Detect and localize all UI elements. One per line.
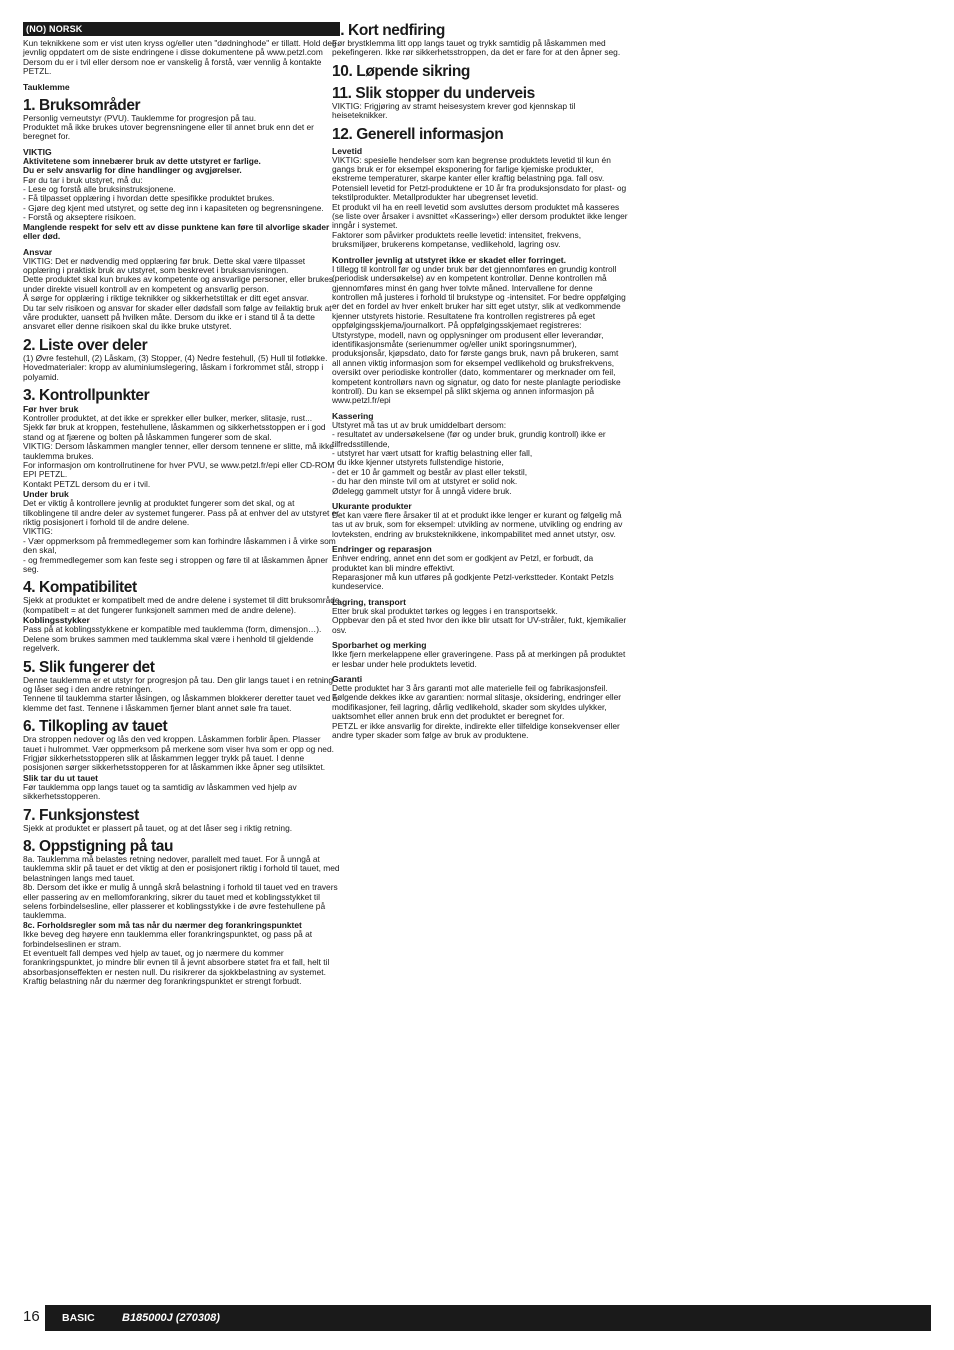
paragraph: Ødelegg gammelt utstyr for å unngå videre bruk. [332,485,512,496]
section-heading: 9. Kort nedfiring [332,22,445,39]
paragraph: Kontroller produktet, at det ikke er sprekker eller bulker, merker, slitasje, rust... [23,412,313,423]
paragraph: - du ikke kjenner utstyrets fullstendige historie, [332,457,504,468]
paragraph: VIKTIG: Det er nødvendig med opplæring før bruk. Dette skal være tilpasset opplæring i praktisk bruk av utstyret, som beskrevet i bruksanvisningen. [23,255,306,275]
section-heading: 8. Oppstigning på tau [23,837,174,855]
paragraph: Du tar selv risikoen og ansvar for skader eller dødsfall som følge av feilaktig bruk at våre produkter, uansett på hvilken måte. Dersom du ikke er i stand til å ta dette ansvaret eller denne risikoen skal du ikke bruke utstyret. [23,302,332,332]
paragraph: Det kan være flere årsaker til at et produkt ikke lenger er kurant og følgelig må tas ut av bruk, som for eksempel: utvikling av normene, utvikling og endring av lovteksten, endring av bruksteknikkene, inkompabilitet med annet utstyr, osv. [332,510,623,539]
paragraph: - Gjøre deg kjent med utstyret, og sette deg inn i kapasiteten og begrensningene. [23,202,324,213]
subsection-heading: Lagring, transport [332,596,407,607]
paragraph: Sjekk at produktet er kompatibelt med de andre delene i systemet til ditt bruksområde (kompatibelt = at det fungerer funksjonelt sammen med de andre delene). [23,595,340,615]
paragraph: Personlig verneutstyr (PVU). Tauklemme for progresjon på tau. [23,112,257,123]
paragraph: Dette produktet skal kun brukes av kompetente og ansvarlige personer, eller brukes under direkte visuell kontroll av en kompetent og ansvarlig person. [23,274,334,294]
paragraph: 8b. Dersom det ikke er mulig å unngå skrå belastning i forhold til tauet ved en travers eller passering av en mellomforankring, sikrer du tauet med et koblingsstykket til selens forbindelsesline, eller plasserer et koblingsstykke i de øvre festehullene på tauklemma. [23,882,338,921]
section-heading: 3. Kontrollpunkter [23,386,150,404]
paragraph: Ikke fjern merkelappene eller graveringene. Pass på at merkingen på produktet er lesbar under hele produktets levetid. [332,649,626,669]
subsection-heading: Koblingsstykker [23,615,90,626]
right-column-content [332,22,628,740]
paragraph: Før brystklemma litt opp langs tauet og trykk samtidig på låskammen med pekefingeren. Ikke rør sikkerhetsstroppen, da det er fare for at den åpner seg. [332,38,621,58]
section-heading: 11. Slik stopper du underveis [332,84,535,102]
paragraph: Utstyret må tas ut av bruk umiddelbart dersom: [332,419,507,430]
paragraph: Ikke beveg deg høyere enn tauklemma eller forankringspunktet, og pass på at forbindelseslinen er stram. [23,929,313,949]
paragraph: 8a. Tauklemma må belastes retning nedover, parallelt med tauet. For å unngå at tauklemma sklir på tauet er det viktig at den er posisjonert riktig i forhold til tauet, med belastningen langs med tauet. [23,853,340,883]
footer-product-name: BASIC [62,1312,95,1324]
paragraph: PETZL er ikke ansvarlig for direkte, indirekte eller tilfeldige konsekvenser eller andre typer skader som følge av bruk av produktene. [332,720,620,740]
paragraph: Før du tar i bruk utstyret, må du: [23,174,143,185]
paragraph: Sjekk før bruk at kroppen, festehullene, låskammen og sikkerhetsstoppen er i god stand og at fjærene og bolten på låskammen fungerer som de skal. [23,422,326,442]
paragraph: VIKTIG: Frigjøring av stramt heisesystem krever god kjennskap til heiseteknikker. [332,100,576,121]
left-column [23,22,340,987]
intro-paragraph: Kun teknikkene som er vist uten kryss og/eller uten "dødninghode" er tillatt. Hold deg jevnlig oppdatert om de siste endringene i disse dokumentene på www.petzl.com [23,38,337,58]
paragraph: - Forstå og akseptere risikoen. [23,212,137,223]
paragraph: VIKTIG: Dersom låskammen mangler tenner, eller dersom tennene er slitte, må ikke tauklemma brukes. [23,441,334,461]
section-heading: 5. Slik fungerer det [23,658,155,676]
footer-reference: B185000J (270308) [122,1312,220,1324]
paragraph: Produktet må ikke brukes utover begrensningene eller til annet bruk enn det er beregnet for. [23,122,314,142]
section-heading: 10. Løpende sikring [332,62,470,80]
subsection-heading: Under bruk [23,489,69,500]
section-heading: 4. Kompatibilitet [23,579,137,597]
paragraph: - utstyret har vært utsatt for kraftig belastning eller fall, [332,448,533,458]
paragraph: Det er viktig å kontrollere jevnlig at produktet fungerer som det skal, og at tilkoblingene til andre deler av systemet fungerer. Pass på at enhver del av utstyret er riktig posisjonert i forhold til de andre delene. [23,498,340,528]
paragraph: VIKTIG: [23,526,53,537]
paragraph: Delene som brukes sammen med tauklemma skal være i henhold til gjeldende regelverk. [23,633,314,654]
bold-paragraph: 8c. Forholdsregler som må tas når du nærmer deg forankringspunktet [23,919,302,930]
paragraph: Oppbevar den på et sted hvor den ikke blir utsatt for UV-stråler, fukt, kjemikalier osv. [332,615,627,635]
paragraph: Et eventuelt fall dempes ved hjelp av tauet, og jo nærmere du kommer forankringspunktet, jo mindre blir evnen til å jevnt absorbere støtet fra et fall, helt til absorbasjonseffekten er nesten null. Du risikrerer da sjokkbelastning av systemet. [23,948,330,977]
section-heading: 1. Bruksområder [23,96,141,114]
paragraph: - resultatet av undersøkelsene (før og under bruk, grundig kontroll) ikke er tilfredsstillende, [332,429,606,449]
subsection-heading: Endringer og reparasjon [332,544,432,555]
subsection-heading: Kontroller jevnlig at utstyret ikke er skadet eller forringet. [332,254,567,265]
paragraph: Hovedmaterialer: kropp av aluminiumslegering, låskam i forkrommet stål, stropp i polyamid. [23,362,324,382]
paragraph: Dra stroppen nedover og lås den ved kroppen. Låskammen forblir åpen. Plasser tauet i hulrommet. Vær oppmerksom på merkene som viser hva som er opp og ned. Frigjør sikkerhetsstopperen slik at låskammen legger trykk på tauet. I denne posisjonen sørger sikkerhetsstopperen for at låskammen ikke åpner seg utilsiktet. [23,734,334,773]
subsection-heading: VIKTIG [23,146,52,157]
paragraph: Tennene til tauklemma starter låsingen, og låskammen blokkerer deretter tauet ved å klemme det fast. Tennene i låskammen fjerner blant annet søle fra tauet. [23,693,338,713]
footer-bar [45,1305,931,1331]
paragraph: - og fremmedlegemer som kan feste seg i stroppen og føre til at låskammen åpner seg. [23,554,328,575]
paragraph: Kraftig belastning når du nærmer deg forankringspunktet er strengt forbudt. [23,976,302,987]
paragraph: Før tauklemma opp langs tauet og ta samtidig av låskammen ved hjelp av sikkerhetsstopperen. [23,781,297,802]
section-heading: 12. Generell informasjon [332,125,504,143]
paragraph: Potensiell levetid for Petzl-produktene er 10 år fra produksjonsdato for plast- og tekstilprodukter. Metallprodukter har ubegrenset levetid. [332,182,627,203]
subsection-heading: Før hver bruk [23,403,79,414]
bold-paragraph: Du er selv ansvarlig for dine handlinger og avgjørelser. [23,165,242,176]
subsection-heading: Ukurante produkter [332,501,412,512]
paragraph: Faktorer som påvirker produktets reelle levetid: intensitet, frekvens, bruksmiljøer, brukerens kompetanse, vedlikehold, lagring osv. [332,229,582,250]
paragraph: - Få tilpasset opplæring i hvordan dette spesifikke produktet brukes. [23,193,275,204]
paragraph: Dette produktet har 3 års garanti mot alle materielle feil og fabrikasjonsfeil. Følgende dekkes ikke av garantien: normal slitasje, oksidering, endringer eller modifikasjoner, feil lagring, dårlig vedlikehold, skader som skyldes ulykker, uaktsomhet eller annen bruk enn det produktet er beregnet for. [332,682,622,722]
paragraph: I tillegg til kontroll før og under bruk bør det gjennomføres en grundig kontroll (periodisk undersøkelse) av en kompetent kontrollør. Denne kontrollen må gjennomføres minst én gang hver tolvte måned. Intervallene for denne kontrollen må justeres i forhold til brukstype og -intensitet. For bedre oppfølging er det en fordel av hver enkelt bruker har sitt eget utstyr, slik at vedkommende kjenner utstyrets historie. Resultatene fra kontrollen registreres på eget oppfølgingsskjema/journalkort. På oppfølgingsskjemaet registreres: Utstyrstype, modell, navn og opplysninger om produsent eller leverandør, identifikasjonsmåte (serienummer og/eller unikt sporingsnummer), produksjonsår, kjøpsdato, dato for første gangs bruk, navn på brukeren, samt all annen viktig informasjon som for eksempel vedlikehold og bruksfrekvens, oversikt over periodiske kontroller (dato, kommentarer og merknader om feil, kompetent kontrollørs navn og signatur, og dato for neste planlagte periodiske kontroll). Du kan se eksempel på slikt skjema og annen informasjon på www.petzl.fr/epi [332,263,626,406]
intro-paragraph: Dersom du er i tvil eller dersom noe er vanskelig å forstå, vær vennlig å kontakte PETZL. [23,56,322,77]
paragraph: - Vær oppmerksom på fremmedlegemer som kan forhindre låskammen i å virke som den skal, [23,535,336,556]
paragraph: - du har den minste tvil om at utstyret er solid nok. [332,476,518,487]
right-column [332,22,628,740]
paragraph: For informasjon om kontrollrutinene for hver PVU, se www.petzl.fr/epi eller CD-ROM EPI PETZL. [23,460,335,480]
paragraph: - Lese og forstå alle bruksinstruksjonene. [23,184,176,195]
section-heading: 2. Liste over deler [23,336,148,354]
paragraph: Kontakt PETZL dersom du er i tvil. [23,478,151,489]
subsection-heading: Kassering [332,410,374,421]
paragraph: - det er 10 år gammelt og består av plast eller tekstil, [332,466,528,477]
bold-paragraph: Manglende respekt for selv ett av disse punktene kan føre til alvorlige skader eller død. [23,221,330,242]
subsection-heading: Ansvar [23,246,53,257]
page-number: 16 [23,1308,40,1325]
paragraph: Et produkt vil ha en reell levetid som avsluttes dersom produktet må kasseres (se liste over årsaker i avsnittet «Kassering») eller dersom produktet ikke lenger inngår i systemet. [332,201,628,231]
paragraph: Sjekk at produktet er plassert på tauet, og at det låser seg i riktig retning. [23,822,293,833]
paragraph: Denne tauklemma er et utstyr for progresjon på tau. Den glir langs tauet i en retning og låser seg i den andre retningen. [23,674,334,694]
subsection-heading: Sporbarhet og merking [332,640,427,651]
paragraph: Etter bruk skal produktet tørkes og legges i en transportsekk. [332,605,558,616]
paragraph: (1) Øvre festehull, (2) Låskam, (3) Stopper, (4) Nedre festehull, (5) Hull til fotløkke. [23,352,328,363]
section-heading: 7. Funksjonstest [23,806,139,824]
paragraph: VIKTIG: spesielle hendelser som kan begrense produktets levetid til kun én gangs bruk er for eksempel eksponering for farlige kjemiske produkter, ekstreme temperaturer, skarpe kanter eller kraftig belastning pga. fall osv. [332,154,611,184]
subsection-heading: Slik tar du ut tauet [23,772,98,783]
subsection-heading: Levetid [332,145,363,156]
paragraph: Reparasjoner må kun utføres på godkjente Petzl-verkstteder. Kontakt Petzls kundeservice. [332,572,614,592]
subsection-heading: Garanti [332,673,363,684]
paragraph: Å sørge for opplæring i riktige teknikker og sikkerhetstiltak er ditt eget ansvar. [23,293,309,304]
language-label: (NO) NORSK [23,22,340,36]
paragraph: Pass på at koblingsstykkene er kompatible med tauklemma (form, dimensjon…). [23,624,322,635]
paragraph: Enhver endring, annet enn det som er godkjent av Petzl, er forbudt, da produktet kan bli mindre effektivt. [332,553,594,573]
product-label: Tauklemme [23,81,70,92]
left-column-content [23,97,340,987]
section-heading: 6. Tilkopling av tauet [23,718,168,736]
bold-paragraph: Aktivitetene som innebærer bruk av dette utstyret er farlige. [23,155,261,166]
